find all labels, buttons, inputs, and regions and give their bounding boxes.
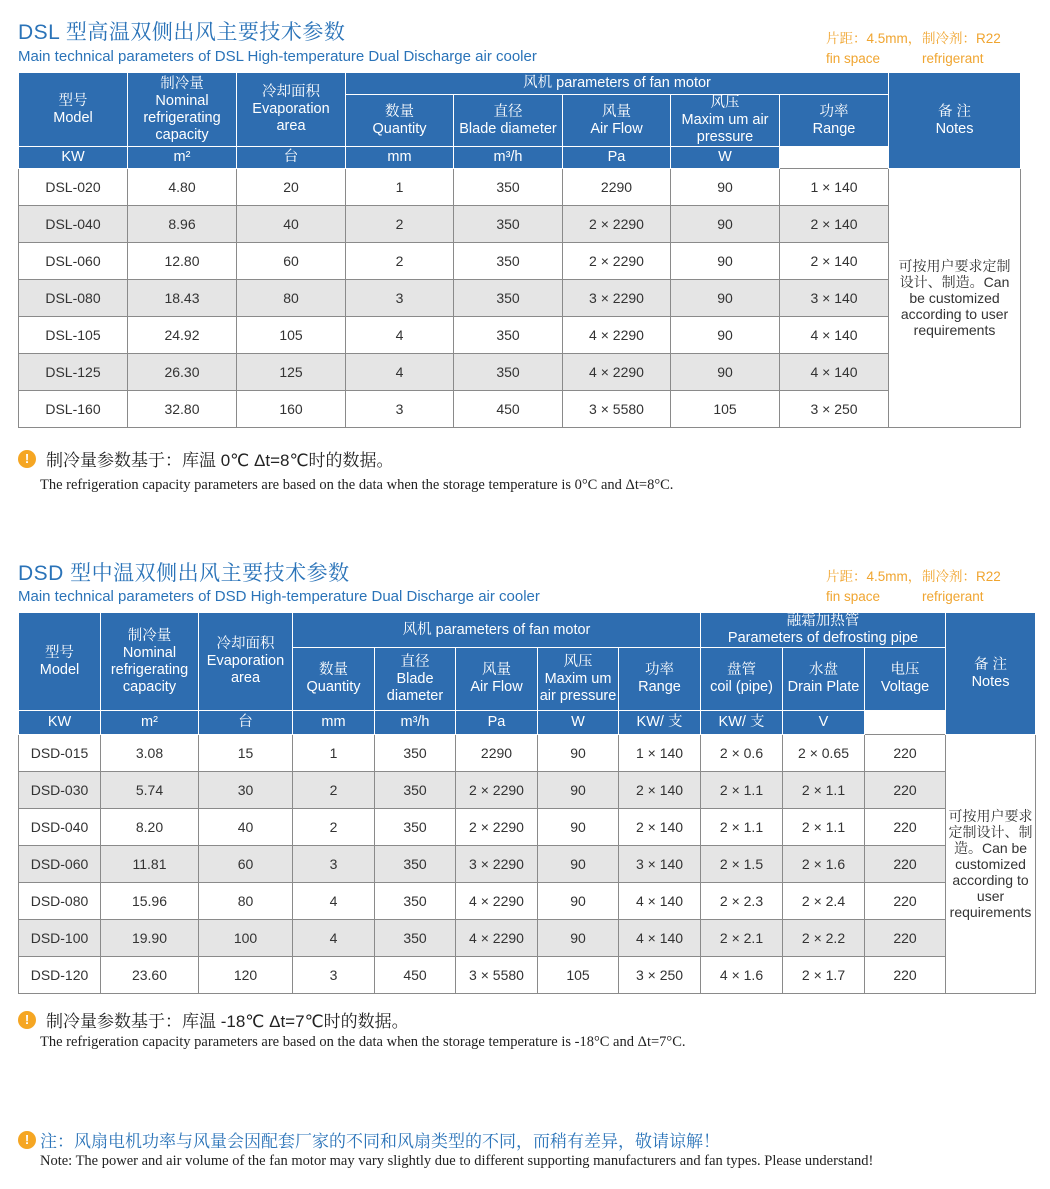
dsd-unit: mm [293, 711, 375, 735]
cell: 350 [454, 280, 563, 317]
dsd-header-notes: 备 注 Notes [946, 613, 1036, 735]
dsd-footnote-en: The refrigeration capacity parameters are based on the data when the storage temperature is -18°C and Δt=7°C. [40, 1034, 686, 1050]
dsd-header-flow: 风量 Air Flow [456, 648, 538, 711]
dsl-footnote-cn [18, 446, 394, 471]
table-row [19, 735, 1036, 772]
cell: 90 [671, 354, 780, 391]
cell-model: DSD-040 [19, 809, 101, 846]
cell: 11.81 [101, 846, 199, 883]
dsl-unit: 台 [237, 147, 346, 169]
cell: 1 [293, 735, 375, 772]
dsl-header-area: 冷却面积 Evaporation area [237, 73, 346, 147]
cell: 15 [199, 735, 293, 772]
table-row [19, 280, 1021, 317]
cell: 2 [346, 243, 454, 280]
dsd-unit: Pa [456, 711, 538, 735]
cell: 2 × 1.6 [783, 846, 865, 883]
dsl-unit: mm [346, 147, 454, 169]
cell: 100 [199, 920, 293, 957]
dsl-header-blade: 直径 Blade diameter [454, 95, 563, 147]
cell: 3 [346, 280, 454, 317]
final-note-en: Note: The power and air volume of the fan motor may vary slightly due to different supporting manufacturers and fan types. Please understand! [40, 1153, 874, 1169]
dsl-fin-space-value: 片距：4.5mm， [826, 31, 922, 46]
cell: 4 [346, 354, 454, 391]
cell: 8.20 [101, 809, 199, 846]
dsl-header-quantity: 数量 Quantity [346, 95, 454, 147]
dsd-spec-table [18, 612, 1036, 994]
cell: 450 [454, 391, 563, 428]
cell: 220 [865, 920, 946, 957]
cell: 1 × 140 [619, 735, 701, 772]
table-row [19, 354, 1021, 391]
dsd-refrigerant-label: refrigerant [922, 589, 984, 604]
cell: 90 [538, 883, 619, 920]
cell: 3 × 5580 [456, 957, 538, 994]
cell-model: DSD-120 [19, 957, 101, 994]
cell-model: DSL-060 [19, 243, 128, 280]
cell: 90 [538, 772, 619, 809]
cell: 2 × 140 [780, 206, 889, 243]
cell: 3 × 2290 [456, 846, 538, 883]
cell: 5.74 [101, 772, 199, 809]
cell: 2 × 2.3 [701, 883, 783, 920]
cell: 4 × 140 [619, 883, 701, 920]
dsd-fin-space-value: 片距：4.5mm， [826, 569, 922, 584]
cell: 3 × 250 [619, 957, 701, 994]
cell: 20 [237, 169, 346, 206]
cell: 350 [454, 243, 563, 280]
dsd-footnote-cn [18, 1007, 409, 1032]
dsl-spec-table [18, 72, 1021, 428]
dsl-header-fan-group: 风机 parameters of fan motor [346, 73, 889, 95]
cell-model: DSL-020 [19, 169, 128, 206]
dsd-header-area: 冷却面积 Evaporation area [199, 613, 293, 711]
cell: 4 [293, 883, 375, 920]
cell: 105 [237, 317, 346, 354]
dsl-fin-space-label: fin space [826, 51, 881, 66]
table-row [19, 846, 1036, 883]
cell: 350 [375, 883, 456, 920]
cell: 60 [237, 243, 346, 280]
cell: 2290 [456, 735, 538, 772]
dsd-unit: KW/ 支 [701, 711, 783, 735]
cell: 4 × 1.6 [701, 957, 783, 994]
cell: 32.80 [128, 391, 237, 428]
cell: 3 [346, 391, 454, 428]
dsl-refrigerant-value: 制冷剂：R22 [922, 31, 1001, 46]
cell-model: DSL-125 [19, 354, 128, 391]
dsl-header-capacity: 制冷量 Nominal refrigerating capacity [128, 73, 237, 147]
dsd-header-power: 功率 Range [619, 648, 701, 711]
dsd-unit: W [538, 711, 619, 735]
cell: 2 × 2.2 [783, 920, 865, 957]
dsd-unit: m³/h [375, 711, 456, 735]
dsl-unit: KW [19, 147, 128, 169]
table-row [19, 920, 1036, 957]
dsd-header-pressure: 风压 Maxim um air pressure [538, 648, 619, 711]
cell: 4 × 140 [619, 920, 701, 957]
cell: 26.30 [128, 354, 237, 391]
dsd-notes-cell [946, 735, 1036, 994]
cell: 4 × 140 [780, 354, 889, 391]
cell: 18.43 [128, 280, 237, 317]
warning-icon: ! [18, 1131, 36, 1149]
dsl-title-cn: DSL 型高温双侧出风主要技术参数 [18, 21, 346, 44]
cell-model: DSL-080 [19, 280, 128, 317]
cell: 350 [454, 317, 563, 354]
cell: 40 [199, 809, 293, 846]
dsd-title-en: Main technical parameters of DSD High-temperature Dual Discharge air cooler [18, 588, 540, 605]
table-row [19, 957, 1036, 994]
cell: 4 × 2290 [563, 317, 671, 354]
table-row [19, 391, 1021, 428]
cell: 90 [538, 735, 619, 772]
dsd-fin-space-label: fin space [826, 589, 881, 604]
cell: 2 × 2.1 [701, 920, 783, 957]
cell-model: DSD-030 [19, 772, 101, 809]
dsd-unit: 台 [199, 711, 293, 735]
dsd-unit: V [783, 711, 865, 735]
cell: 90 [671, 317, 780, 354]
cell: 220 [865, 772, 946, 809]
table-row [19, 883, 1036, 920]
cell: 15.96 [101, 883, 199, 920]
cell: 90 [671, 206, 780, 243]
dsl-notes-cell [889, 169, 1021, 428]
cell: 220 [865, 809, 946, 846]
cell: 2 × 1.1 [783, 772, 865, 809]
cell: 2 × 1.7 [783, 957, 865, 994]
cell: 2 × 0.6 [701, 735, 783, 772]
table-row [19, 772, 1036, 809]
dsl-unit: m³/h [454, 147, 563, 169]
dsl-refrigerant-label: refrigerant [922, 51, 984, 66]
cell: 2290 [563, 169, 671, 206]
cell: 4 × 2290 [456, 920, 538, 957]
cell: 3.08 [101, 735, 199, 772]
dsd-header-defrost-group: 融霜加热管 Parameters of defrosting pipe [701, 613, 946, 648]
cell: 40 [237, 206, 346, 243]
dsd-header-fan-group: 风机 parameters of fan motor [293, 613, 701, 648]
cell: 350 [375, 735, 456, 772]
cell: 4 [293, 920, 375, 957]
cell-model: DSL-105 [19, 317, 128, 354]
cell: 3 [293, 846, 375, 883]
cell: 220 [865, 735, 946, 772]
cell: 3 × 250 [780, 391, 889, 428]
cell-model: DSD-060 [19, 846, 101, 883]
dsd-header-capacity: 制冷量 Nominal refrigerating capacity [101, 613, 199, 711]
dsd-header-blade: 直径 Blade diameter [375, 648, 456, 711]
cell: 350 [454, 206, 563, 243]
cell: 350 [375, 772, 456, 809]
cell: 3 × 140 [780, 280, 889, 317]
cell: 4 × 2290 [456, 883, 538, 920]
cell: 2 × 1.1 [783, 809, 865, 846]
dsd-footnote-cn-text: 制冷量参数基于：库温 -18℃ Δt=7℃时的数据。 [46, 1012, 409, 1031]
dsl-unit: Pa [563, 147, 671, 169]
cell: 90 [538, 846, 619, 883]
cell: 90 [671, 280, 780, 317]
dsl-title-en: Main technical parameters of DSL High-temperature Dual Discharge air cooler [18, 48, 537, 65]
dsl-spec [826, 29, 1001, 69]
cell: 2 [293, 809, 375, 846]
dsd-header-coil: 盘管 coil (pipe) [701, 648, 783, 711]
cell: 2 × 2290 [563, 206, 671, 243]
dsl-header-model: 型号 Model [19, 73, 128, 147]
dsl-footnote-en: The refrigeration capacity parameters are based on the data when the storage temperature is 0°C and Δt=8°C. [40, 477, 674, 493]
cell: 19.90 [101, 920, 199, 957]
cell: 60 [199, 846, 293, 883]
dsd-header-voltage: 电压 Voltage [865, 648, 946, 711]
warning-icon: ! [18, 450, 36, 468]
cell: 2 × 1.1 [701, 772, 783, 809]
warning-icon: ! [18, 1011, 36, 1029]
cell: 2 × 2290 [563, 243, 671, 280]
dsd-spec [826, 567, 1001, 607]
cell: 12.80 [128, 243, 237, 280]
cell: 3 [293, 957, 375, 994]
dsl-footnote-cn-text: 制冷量参数基于：库温 0℃ Δt=8℃时的数据。 [46, 451, 394, 470]
dsl-header-flow: 风量 Air Flow [563, 95, 671, 147]
cell: 4 × 2290 [563, 354, 671, 391]
cell: 1 × 140 [780, 169, 889, 206]
cell: 2 × 2290 [456, 772, 538, 809]
dsd-unit: m² [101, 711, 199, 735]
dsd-header-drain: 水盘 Drain Plate [783, 648, 865, 711]
cell: 4.80 [128, 169, 237, 206]
cell: 350 [454, 354, 563, 391]
cell: 80 [199, 883, 293, 920]
cell: 105 [538, 957, 619, 994]
dsd-header-model: 型号 Model [19, 613, 101, 711]
dsd-header-quantity: 数量 Quantity [293, 648, 375, 711]
cell: 2 × 140 [780, 243, 889, 280]
table-row [19, 243, 1021, 280]
cell: 160 [237, 391, 346, 428]
cell-model: DSD-080 [19, 883, 101, 920]
cell: 2 × 140 [619, 772, 701, 809]
cell: 8.96 [128, 206, 237, 243]
dsl-header-power: 功率 Range [780, 95, 889, 147]
cell: 220 [865, 883, 946, 920]
cell: 1 [346, 169, 454, 206]
cell: 125 [237, 354, 346, 391]
dsl-unit: m² [128, 147, 237, 169]
cell: 350 [375, 920, 456, 957]
dsl-unit: W [671, 147, 780, 169]
table-row [19, 206, 1021, 243]
table-row [19, 809, 1036, 846]
cell: 120 [199, 957, 293, 994]
cell: 24.92 [128, 317, 237, 354]
cell: 3 × 2290 [563, 280, 671, 317]
dsd-notes-text: 可按用户要求定制设计、制造。Can be customized according to user requirements [948, 808, 1033, 920]
cell: 350 [375, 809, 456, 846]
dsd-unit: KW [19, 711, 101, 735]
dsd-unit: KW/ 支 [619, 711, 701, 735]
table-row [19, 169, 1021, 206]
cell: 2 [346, 206, 454, 243]
dsd-title-cn: DSD 型中温双侧出风主要技术参数 [18, 562, 350, 585]
cell-model: DSL-160 [19, 391, 128, 428]
cell: 350 [454, 169, 563, 206]
dsl-header-pressure: 风压 Maxim um air pressure [671, 95, 780, 147]
cell: 90 [538, 809, 619, 846]
cell: 3 × 5580 [563, 391, 671, 428]
cell-model: DSD-100 [19, 920, 101, 957]
cell: 2 × 140 [619, 809, 701, 846]
cell: 220 [865, 846, 946, 883]
cell: 4 [346, 317, 454, 354]
cell: 4 × 140 [780, 317, 889, 354]
cell: 90 [671, 243, 780, 280]
table-row [19, 317, 1021, 354]
cell: 350 [375, 846, 456, 883]
cell: 2 × 2290 [456, 809, 538, 846]
cell-model: DSL-040 [19, 206, 128, 243]
cell: 105 [671, 391, 780, 428]
final-note-cn-text: 注：风扇电机功率与风量会因配套厂家的不同和风扇类型的不同，而稍有差异，敬请谅解！ [40, 1132, 720, 1151]
cell: 23.60 [101, 957, 199, 994]
dsd-refrigerant-value: 制冷剂：R22 [922, 569, 1001, 584]
cell: 3 × 140 [619, 846, 701, 883]
cell: 220 [865, 957, 946, 994]
cell: 80 [237, 280, 346, 317]
cell: 2 [293, 772, 375, 809]
dsl-notes-text: 可按用户要求定制设计、制造。Can be customized according to user requirements [898, 258, 1011, 338]
cell: 30 [199, 772, 293, 809]
cell: 2 × 1.1 [701, 809, 783, 846]
dsl-header-notes: 备 注 Notes [889, 73, 1021, 169]
cell: 2 × 1.5 [701, 846, 783, 883]
cell: 450 [375, 957, 456, 994]
cell: 2 × 0.65 [783, 735, 865, 772]
cell: 2 × 2.4 [783, 883, 865, 920]
cell: 90 [538, 920, 619, 957]
final-note-cn [18, 1127, 720, 1152]
cell: 90 [671, 169, 780, 206]
cell-model: DSD-015 [19, 735, 101, 772]
